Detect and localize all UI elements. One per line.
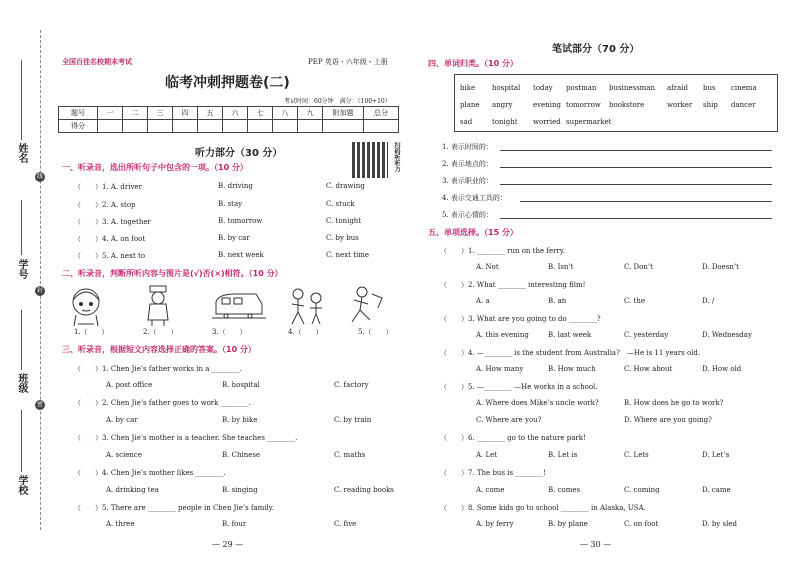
category-job-label: 3. 表示职业的：: [442, 177, 493, 185]
s1-q5: （ ）5. A. next to: [74, 252, 146, 260]
s5-q3-a: A. this evening: [476, 331, 529, 339]
score-cell[interactable]: [198, 120, 223, 133]
category-mood-label: 5. 表示心情的：: [442, 211, 493, 219]
score-header: 七: [248, 107, 273, 120]
s5-q1-c: C. Don’t: [624, 263, 653, 271]
s5-q1-b: B. Isn’t: [548, 263, 574, 271]
s5-q7: （ ）7. The bus is ________!: [440, 469, 547, 477]
s5-q1-a: A. Not: [476, 263, 499, 271]
category-time-label: 1. 表示时间的：: [442, 143, 493, 151]
s1-q2-c: C. stuck: [326, 200, 355, 208]
s5-q3-c: C. yesterday: [624, 331, 669, 339]
s5-q8-a: A. by ferry: [476, 520, 514, 528]
s2-item-2: 2.（ ）: [143, 328, 178, 336]
exam-title: 临考冲刺押题卷(二): [165, 75, 290, 91]
score-header: 附加题: [323, 107, 364, 120]
s5-q1-d: D. Doesn’t: [702, 263, 739, 271]
word: businessman: [609, 84, 655, 92]
word: sad: [460, 118, 473, 126]
s5-q5: （ ）5. —________ —He works in a school.: [440, 383, 598, 391]
word: cinema: [731, 84, 757, 92]
s5-q8-c: C. on foot: [624, 520, 659, 528]
s5-q3: （ ）3. What are you going to do ________?: [440, 315, 601, 323]
binding-margin: [0, 0, 48, 564]
s5-q2-a: A. a: [476, 297, 490, 305]
s5-q3-b: B. last week: [548, 331, 592, 339]
word: tonight: [492, 118, 518, 126]
s1-q1-c: C. drawing: [326, 182, 365, 190]
s1-q3-c: C. tonight: [326, 217, 362, 225]
s3-q3: （ ）3. Chen Jie’s mother is a teacher. She teaches ________.: [74, 434, 298, 442]
s3-q1-b: B. hospital: [222, 381, 260, 389]
binding-line: [40, 30, 41, 530]
train-picture: [212, 294, 266, 318]
s1-q3: （ ）3. A. together: [74, 218, 151, 226]
student-number-field[interactable]: [21, 200, 22, 255]
score-cell[interactable]: [123, 120, 148, 133]
exam-time: 考试时间：60分钟 满分：（100+10）: [284, 98, 391, 105]
school-label: 学校: [16, 475, 27, 495]
score-cell[interactable]: [248, 120, 273, 133]
s1-q5-c: C. next time: [326, 251, 370, 259]
section-5-title: 五、单项选择。（15 分）: [428, 228, 518, 237]
score-header: 三: [148, 107, 173, 120]
s3-q3-c: C. maths: [334, 451, 366, 459]
s3-q2-b: B. by bike: [222, 416, 258, 424]
score-cell[interactable]: [273, 120, 298, 133]
score-table: [58, 106, 399, 133]
score-row-label: 得分: [59, 120, 98, 133]
score-header: 二: [123, 107, 148, 120]
edition-label: PEP 英语・六年级・上册: [308, 58, 388, 66]
score-header: 总分: [364, 107, 399, 120]
student-number-label: 学号: [16, 259, 27, 279]
s5-q4: （ ）4. —________ is the student from Australia? —He is 11 years old.: [440, 349, 701, 357]
s3-q2-c: C. by train: [334, 416, 372, 424]
s5-q5-d: D. Where are you going?: [624, 416, 712, 424]
category-transport-line[interactable]: [520, 201, 772, 202]
s3-q4-c: C. reading books: [334, 486, 394, 494]
s2-item-5: 5.（ ）: [358, 328, 393, 336]
seal-mark-seal: 封: [36, 287, 43, 294]
section-4-title: 四、单词归类。（10 分）: [428, 59, 518, 68]
score-cell[interactable]: [298, 120, 323, 133]
s5-q6-d: D. Let’s: [702, 451, 730, 459]
score-value-row: [59, 120, 399, 133]
s5-q4-c: C. How about: [624, 365, 673, 373]
s5-q6: （ ）6. ________ go to the nature park!: [440, 434, 586, 442]
s1-q4: （ ）4. A. on foot: [74, 235, 146, 243]
s1-q5-b: B. next week: [218, 251, 264, 259]
s3-q5: （ ）5. There are ________ people in Chen Jie’s family.: [74, 504, 275, 512]
s5-q5-b: B. How does he go to work?: [624, 399, 724, 407]
s5-q2: （ ）2. What ________ interesting film!: [440, 281, 586, 289]
s3-q3-a: A. science: [106, 451, 142, 459]
word: dancer: [731, 101, 756, 109]
s1-q2: （ ）2. A. stop: [74, 201, 136, 209]
section-1-title: 一、听录音，选出所听句子中包含的一项。（10 分）: [62, 163, 248, 172]
score-header: 九: [298, 107, 323, 120]
s3-q4-a: A. drinking tea: [106, 486, 159, 494]
score-cell[interactable]: [173, 120, 198, 133]
section-3-title: 三、听录音，根据短文内容选择正确的答案。（10 分）: [62, 345, 256, 354]
driver-picture: [148, 286, 168, 326]
s3-q1-a: A. post office: [106, 381, 153, 389]
s5-q6-b: B. Let is: [548, 451, 578, 459]
s5-q6-c: C. Lets: [624, 451, 649, 459]
seal-mark-line: 线: [36, 173, 43, 180]
s3-q5-a: A. three: [106, 520, 135, 528]
s2-item-3: 3.（ ）: [212, 328, 247, 336]
s5-q5-a: A. Where does Mike’s uncle work?: [476, 399, 599, 407]
s5-q6-a: A. Let: [476, 451, 498, 459]
qr-caption: 扫码听听力: [393, 142, 400, 172]
category-job-line[interactable]: [500, 184, 772, 185]
category-mood-line[interactable]: [500, 218, 772, 219]
category-place-line[interactable]: [500, 167, 772, 168]
s3-q2: （ ）2. Chen Jie’s father goes to work ________.: [74, 399, 251, 407]
school-field[interactable]: [21, 410, 22, 472]
s1-q1: （ ）1. A. driver: [74, 183, 142, 191]
score-cell[interactable]: [323, 120, 364, 133]
s5-q8-b: B. by plane: [548, 520, 588, 528]
s3-q3-b: B. Chinese: [222, 451, 261, 459]
qr-code-icon[interactable]: [352, 142, 388, 178]
word: bookstore: [609, 101, 645, 109]
seal-mark-secret: 密: [36, 401, 43, 408]
s3-q4-b: B. singing: [222, 486, 258, 494]
word: bus: [703, 84, 716, 92]
word: today: [533, 84, 553, 92]
section-2-title: 二、听录音，判断所听内容与图片是(√)否(×)相符。（10 分）: [62, 269, 283, 278]
word: angry: [492, 101, 513, 109]
score-cell[interactable]: [223, 120, 248, 133]
score-header: 题号: [59, 107, 98, 120]
name-label: 姓名: [16, 143, 27, 163]
score-cell[interactable]: [148, 120, 173, 133]
word: afraid: [667, 84, 689, 92]
s1-q1-b: B. driving: [218, 182, 253, 190]
s5-q7-b: B. comes: [548, 486, 581, 494]
word: worker: [667, 101, 693, 109]
page-number-left: — 29 —: [212, 540, 244, 549]
score-header-row: [59, 107, 399, 120]
right-page: [420, 0, 800, 564]
score-header: 一: [98, 107, 123, 120]
writing-heading: 笔试部分（70 分）: [552, 44, 640, 55]
category-transport-label: 4. 表示交通工具的：: [442, 194, 507, 202]
s2-item-4: 4.（ ）: [288, 328, 323, 336]
word: plane: [460, 101, 480, 109]
word: ship: [703, 101, 718, 109]
s3-q1: （ ）1. Chen Jie’s father works in a ________.: [74, 365, 242, 373]
s5-q1: （ ）1. ________ run on the ferry.: [440, 247, 566, 255]
name-field[interactable]: [21, 60, 22, 140]
girl-picture: [73, 289, 99, 326]
section-2-pictures: [66, 284, 396, 328]
s1-q4-c: C. by bus: [326, 234, 359, 242]
score-header: 六: [223, 107, 248, 120]
category-time-line[interactable]: [500, 150, 772, 151]
s5-q4-a: A. How many: [476, 365, 524, 373]
s1-q4-b: B. by car: [218, 234, 250, 242]
s5-q2-d: D. /: [702, 297, 715, 305]
s5-q4-b: B. How much: [548, 365, 596, 373]
score-header: 四: [173, 107, 198, 120]
s3-q4: （ ）4. Chen Jie’s mother likes ________.: [74, 469, 226, 477]
listening-heading: 听力部分（30 分）: [195, 148, 283, 159]
s3-q5-c: C. five: [334, 520, 357, 528]
word: evening: [533, 101, 561, 109]
class-field[interactable]: [21, 310, 22, 370]
word: bike: [460, 84, 476, 92]
word: supermarket: [566, 118, 612, 126]
s1-q3-b: B. tomorrow: [218, 217, 263, 225]
s5-q4-d: D. How old: [702, 365, 742, 373]
score-header: 五: [198, 107, 223, 120]
score-cell[interactable]: [364, 120, 399, 133]
score-cell[interactable]: [98, 120, 123, 133]
category-place-label: 2. 表示地点的：: [442, 160, 493, 168]
s2-item-1: 1.（ ）: [74, 328, 109, 336]
brand-label: 全国百佳名校期末考试: [62, 57, 132, 66]
word: postman: [566, 84, 597, 92]
s5-q7-a: A. come: [476, 486, 505, 494]
s3-q2-a: A. by car: [106, 416, 138, 424]
class-label: 班级: [16, 373, 27, 393]
runner-picture: [352, 287, 382, 322]
word: worried: [533, 118, 561, 126]
score-header: 八: [273, 107, 298, 120]
s5-q3-d: D. Wednesday: [702, 331, 752, 339]
s1-q2-b: B. stay: [218, 200, 243, 208]
s5-q7-d: D. came: [702, 486, 731, 494]
s5-q2-b: B. an: [548, 297, 567, 305]
kids-picture: [292, 289, 322, 324]
s5-q5-c: C. Where are you?: [476, 416, 542, 424]
s5-q7-c: C. coming: [624, 486, 660, 494]
s3-q1-c: C. factory: [334, 381, 369, 389]
s5-q2-c: C. the: [624, 297, 646, 305]
page-number-right: — 30 —: [580, 540, 612, 549]
word: tomorrow: [566, 101, 601, 109]
s3-q5-b: B. four: [222, 520, 247, 528]
s5-q8-d: D. by sled: [702, 520, 737, 528]
word: hospital: [492, 84, 521, 92]
s5-q8: （ ）8. Some kids go to school ________ in Alaska, USA.: [440, 504, 646, 512]
